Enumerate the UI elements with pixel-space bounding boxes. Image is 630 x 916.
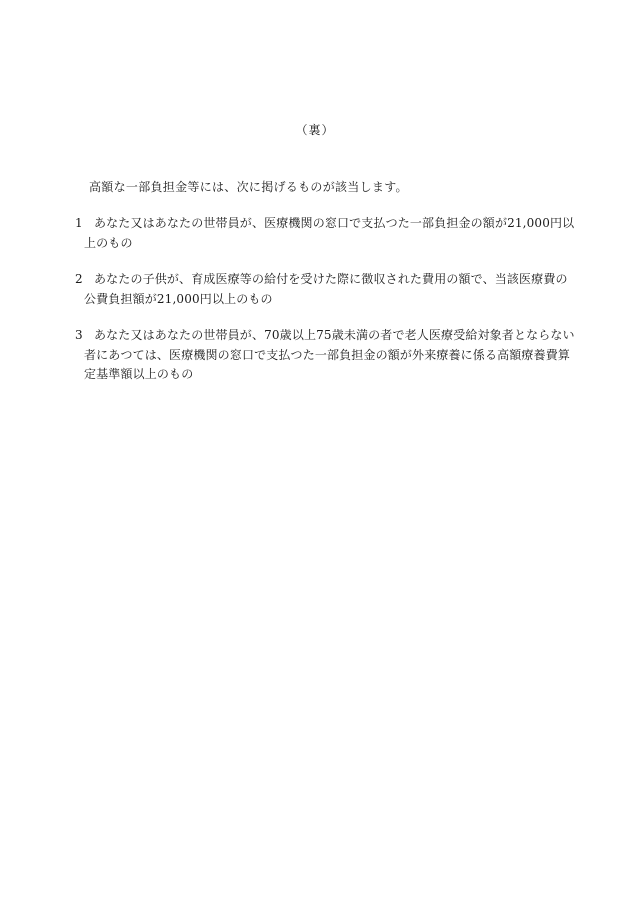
- item-text-line: 者にあつては、医療機関の窓口で支払つた一部負担金の額が外来療養に係る高額療養費算: [84, 347, 571, 362]
- item-number: 1: [75, 216, 83, 230]
- item-number: 2: [75, 272, 83, 286]
- page-heading: （裏）: [295, 123, 335, 137]
- item-text-line: あなたの子供が、育成医療等の給付を受けた際に徴収された費用の額で、当該医療費の: [94, 272, 568, 286]
- item-text-line: あなた又はあなたの世帯員が、70歳以上75歳未満の者で老人医療受給対象者とならない: [94, 328, 575, 342]
- item-text-line: 定基準額以上のもの: [84, 367, 194, 381]
- item-number: 3: [75, 328, 83, 342]
- list-item: [75, 326, 575, 385]
- item-text-line: 上のもの: [84, 235, 133, 250]
- list-item: [75, 214, 575, 253]
- intro-text: 高額な一部負担金等には、次に掲げるものが該当します。: [89, 180, 408, 194]
- item-text-line: あなた又はあなたの世帯員が、医療機関の窓口で支払つた一部負担金の額が21,000円以: [94, 216, 575, 230]
- item-text-line: 公費負担額が21,000円以上のもの: [84, 291, 273, 306]
- list-item: [75, 270, 568, 309]
